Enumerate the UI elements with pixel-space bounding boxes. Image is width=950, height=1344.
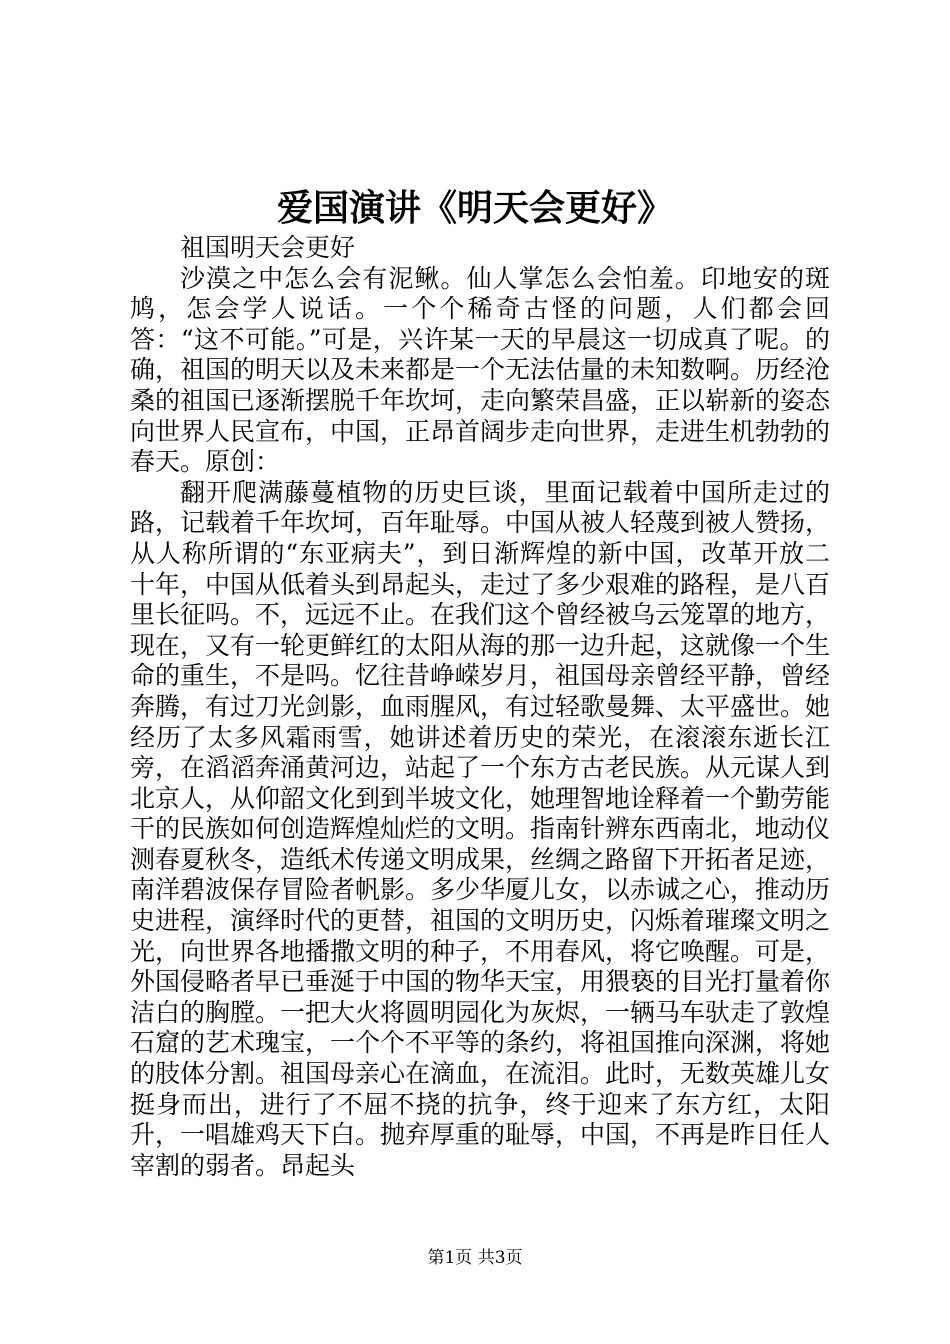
paragraph-2: 翻开爬满藤蔓植物的历史巨谈，里面记载着中国所走过的路，记载着千年坎坷，百年耻辱。中国从被人轻蔑到被人赞扬，从人称所谓的“东亚病夫”，到日渐辉煌的新中国，改革开放二十年，中国从低着头到昂起头，走过了多少艰难的路程，是八百里长征吗。不，远远不止。在我们这个曾经被乌云笼罩的地方，现在，又有一轮更鲜红的太阳从海的那一边升起，这就像一个生命的重生，不是吗。忆往昔峥嵘岁月，祖国母亲曾经平静，曾经奔腾，有过刀光剑影，血雨腥风，有过轻歌曼舞、太平盛世。她经历了太多风霜雨雪，她讲述着历史的荣光，在滚滚东逝长江旁，在滔滔奔涌黄河边，站起了一个东方古老民族。从元谋人到北京人，从仰韶文化到到半坡文化，她理智地诠释着一个勤劳能干的民族如何创造辉煌灿烂的文明。指南针辨东西南北，地动仪测春夏秋冬，造纸术传递文明成果，丝绸之路留下开拓者足迹，南洋碧波保存冒险者帆影。多少华厦儿女，以赤诚之心，推动历史进程，演绎时代的更替，祖国的文明历史，闪烁着璀璨文明之光，向世界各地播撒文明的种子，不用春风，将它唤醒。可是，外国侵略者早已垂涎于中国的物华天宝，用猥亵的目光打量着你洁白的胸膛。一把大火将圆明园化为灰烬，一辆马车驮走了敦煌石窟的艺术瑰宝，一个个不平等的条约，将祖国推向深渊，将她的肢体分割。祖国母亲心在滴血，在流泪。此时，无数英雄儿女挺身而出，进行了不屈不挠的抗争，终于迎来了东方红，太阳升，一唱雄鸡天下白。抛弃厚重的耻辱，中国，不再是昨日任人宰割的弱者。昂起头 <box>130 477 831 1180</box>
paragraph-1: 沙漠之中怎么会有泥鳅。仙人掌怎么会怕羞。印地安的斑鸠，怎会学人说话。一个个稀奇古怪的问题，人们都会回答：“这不可能。”可是，兴许某一天的早晨这一切成真了呢。的确，祖国的明天以及未来都是一个无法估量的未知数啊。历经沧桑的祖国已逐渐摆脱千年坎坷，走向繁荣昌盛，正以崭新的姿态向世界人民宣布，中国，正昂首阔步走向世界，走进生机勃勃的春天。原创： <box>130 263 831 477</box>
subtitle-line: 祖国明天会更好 <box>180 233 356 262</box>
document-body <box>130 233 830 1181</box>
page-number: 第1页 共3页 <box>427 1248 523 1268</box>
document-title: 爱国演讲《明天会更好》 <box>276 187 673 229</box>
